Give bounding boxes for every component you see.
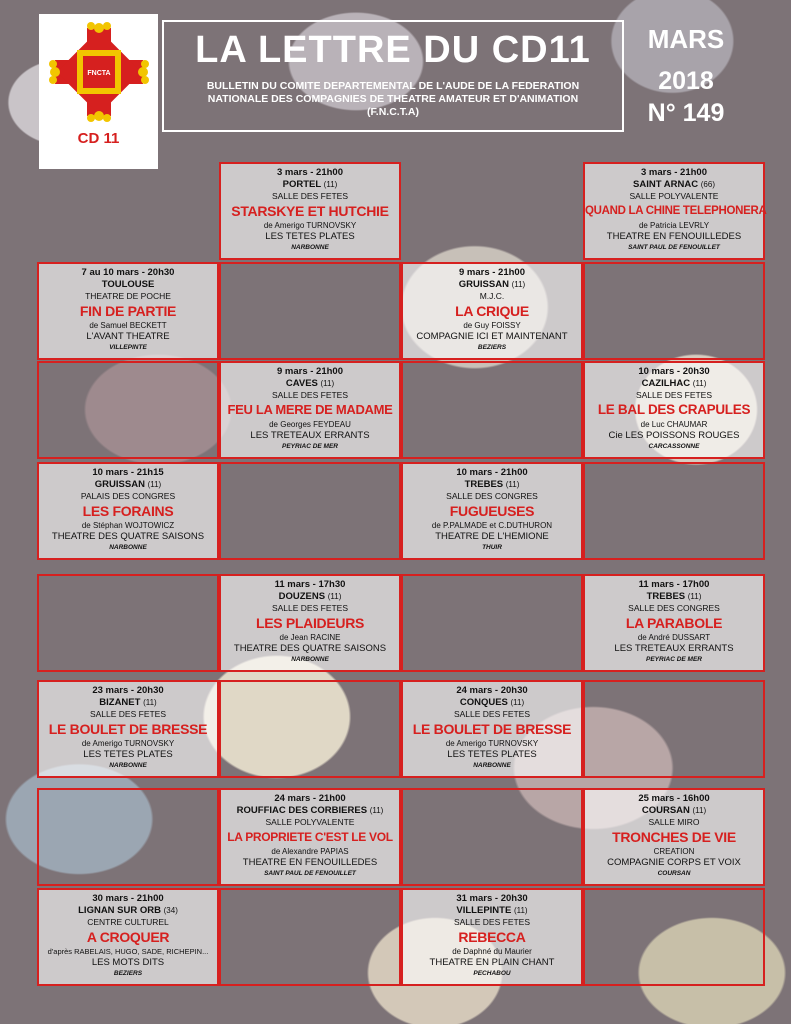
event-company: THEATRE EN FENOUILLEDES (242, 857, 378, 868)
event-origin: NARBONNE (109, 544, 147, 551)
event-author: de Luc CHAUMAR (640, 420, 708, 429)
event-venue: SALLE DES FETES (453, 709, 531, 719)
event-date: 9 mars - 21h00 (458, 267, 525, 278)
event-venue: SALLE DES FETES (89, 709, 167, 719)
event-author: de Georges FEYDEAU (269, 420, 351, 429)
subtitle-line-2: NATIONALE DES COMPAGNIES DE THEATRE AMATEUR ET D'ANIMATION (207, 93, 579, 105)
event-town: ROUFFIAC DES CORBIERES (11) (236, 805, 384, 816)
event-card (37, 262, 219, 360)
event-play-title: STARSKYE ET HUTCHIE (231, 203, 389, 219)
logo-ring-text: FNCTA (86, 70, 111, 77)
event-card (583, 788, 765, 886)
event-town: COURSAN (11) (641, 805, 707, 816)
grid-empty-cell (401, 574, 583, 672)
event-author: de Jean RACINE (279, 633, 341, 642)
event-venue: SALLE DES FETES (271, 390, 349, 400)
grid-empty-cell (583, 262, 765, 360)
event-venue: SALLE DES CONGRES (446, 491, 538, 501)
event-company: LES TRETEAUX ERRANTS (614, 643, 734, 654)
event-venue: SALLE DES FETES (271, 603, 349, 613)
event-town: CAVES (11) (285, 378, 335, 389)
event-card (583, 574, 765, 672)
event-venue: SALLE POLYVALENTE (265, 817, 355, 827)
event-origin: NARBONNE (291, 656, 329, 663)
grid-empty-cell (37, 361, 219, 459)
title-box (162, 20, 624, 132)
event-venue: M.J.C. (479, 291, 505, 301)
event-play-title: REBECCA (458, 929, 526, 945)
subtitle-line-3: (F.N.C.T.A) (367, 106, 419, 118)
event-play-title: LES FORAINS (82, 503, 174, 519)
event-play-title: A CROQUER (86, 929, 170, 945)
event-author: de Guy FOISSY (463, 321, 521, 330)
event-origin: BEZIERS (477, 344, 507, 351)
event-company: L'AVANT THEATRE (86, 331, 170, 342)
event-origin: CARCASSONNE (648, 443, 700, 450)
event-origin: COURSAN (657, 870, 691, 877)
event-venue: SALLE DES CONGRES (628, 603, 720, 613)
event-town: CONQUES (11) (459, 697, 525, 708)
event-date: 25 mars - 16h00 (638, 793, 710, 804)
event-play-title: LA CRIQUE (455, 303, 529, 319)
event-author: de Stéphan WOJTOWICZ (81, 521, 175, 530)
issue-month: MARS (647, 24, 725, 54)
grid-empty-cell (219, 462, 401, 560)
event-date: 31 mars - 20h30 (456, 893, 528, 904)
event-card (401, 680, 583, 778)
event-play-title: FUGUEUSES (449, 503, 535, 519)
event-play-title: LA PARABOLE (625, 615, 723, 631)
event-origin: VILLEPINTE (109, 344, 147, 351)
subtitle-line-1: BULLETIN DU COMITE DEPARTEMENTAL DE L'AUDE DE LA FEDERATION (206, 80, 580, 92)
event-author: de P.PALMADE et C.DUTHURON (431, 521, 553, 530)
event-company: LES TRETEAUX ERRANTS (250, 430, 370, 441)
event-author: de Amerigo TURNOVSKY (445, 739, 539, 748)
event-author: de Alexandre PAPIAS (271, 847, 349, 856)
grid-empty-cell (583, 888, 765, 986)
event-origin: BEZIERS (113, 970, 143, 977)
event-town: GRUISSAN (11) (94, 479, 162, 490)
cross-of-toulouse-logo (47, 20, 151, 124)
event-play-title: LE BOULET DE BRESSE (48, 721, 208, 737)
event-town: TREBES (11) (646, 591, 702, 602)
event-company: THEATRE DES QUATRE SAISONS (233, 643, 387, 654)
event-venue: SALLE POLYVALENTE (629, 191, 719, 201)
event-card (37, 462, 219, 560)
event-card (401, 462, 583, 560)
event-card (219, 574, 401, 672)
event-date: 24 mars - 21h00 (274, 793, 346, 804)
event-author: CREATION (653, 847, 695, 856)
event-date: 30 mars - 21h00 (92, 893, 164, 904)
event-origin: THUIR (482, 544, 502, 551)
event-town: TOULOUSE (101, 279, 155, 290)
event-date: 9 mars - 21h00 (276, 366, 343, 377)
grid-empty-cell (583, 462, 765, 560)
event-town: TREBES (11) (464, 479, 520, 490)
event-card (219, 162, 401, 260)
event-card (37, 680, 219, 778)
event-company: COMPAGNIE CORPS ET VOIX (607, 857, 741, 868)
event-date: 11 mars - 17h00 (638, 579, 710, 590)
event-company: LES MOTS DITS (91, 957, 165, 968)
event-card (583, 361, 765, 459)
event-town: BIZANET (11) (99, 697, 157, 708)
event-card (219, 361, 401, 459)
event-date: 23 mars - 20h30 (92, 685, 164, 696)
event-company: COMPAGNIE ICI ET MAINTENANT (416, 331, 568, 342)
event-venue: SALLE DES FETES (271, 191, 349, 201)
edition-block (632, 24, 740, 128)
event-company: LES TETES PLATES (447, 749, 537, 760)
event-play-title: QUAND LA CHINE TELEPHONERA (585, 205, 767, 217)
event-venue: CENTRE CULTUREL (87, 917, 169, 927)
event-play-title: FEU LA MERE DE MADAME (227, 402, 393, 417)
event-play-title: LA PROPRIETE C'EST LE VOL (227, 830, 393, 844)
event-town: LIGNAN SUR ORB (34) (78, 905, 178, 916)
event-company: Cie LES POISSONS ROUGES (608, 430, 740, 441)
event-origin: NARBONNE (473, 762, 511, 769)
issue-year: 2018 (658, 67, 714, 95)
grid-empty-cell (401, 361, 583, 459)
event-play-title: LES PLAIDEURS (255, 615, 365, 631)
event-card (401, 888, 583, 986)
event-author: de Amerigo TURNOVSKY (263, 221, 357, 230)
event-play-title: LE BAL DES CRAPULES (597, 402, 751, 417)
event-company: LES TETES PLATES (83, 749, 173, 760)
event-origin: SAINT PAUL DE FENOUILLET (628, 244, 720, 251)
event-author: de Amerigo TURNOVSKY (81, 739, 175, 748)
event-date: 10 mars - 21h00 (456, 467, 528, 478)
event-venue: SALLE DES FETES (453, 917, 531, 927)
event-origin: PEYRIAC DE MER (282, 443, 338, 450)
event-company: THEATRE DES QUATRE SAISONS (51, 531, 205, 542)
event-date: 7 au 10 mars - 20h30 (81, 267, 175, 278)
issue-number: N° 149 (647, 99, 725, 127)
event-origin: NARBONNE (291, 244, 329, 251)
grid-empty-cell (219, 680, 401, 778)
event-date: 10 mars - 20h30 (638, 366, 710, 377)
event-company: LES TETES PLATES (265, 231, 355, 242)
event-origin: NARBONNE (109, 762, 147, 769)
event-date: 10 mars - 21h15 (92, 467, 164, 478)
grid-empty-cell (219, 888, 401, 986)
event-origin: PECHABOU (473, 970, 511, 977)
event-company: THEATRE DE L'HEMIONE (435, 531, 549, 542)
page-title: LA LETTRE DU CD11 (195, 29, 591, 71)
logo-block (39, 14, 158, 169)
grid-empty-cell (37, 788, 219, 886)
logo-caption: CD 11 (77, 130, 120, 147)
event-date: 11 mars - 17h30 (274, 579, 346, 590)
event-date: 3 mars - 21h00 (640, 167, 707, 178)
event-town: PORTEL (11) (282, 179, 338, 190)
event-author: de Daphné du Maurier (452, 947, 532, 956)
event-town: SAINT ARNAC (66) (633, 179, 715, 190)
event-author: de André DUSSART (637, 633, 711, 642)
event-town: DOUZENS (11) (278, 591, 342, 602)
event-venue: THEATRE DE POCHE (85, 291, 171, 301)
event-date: 24 mars - 20h30 (456, 685, 528, 696)
event-card (37, 888, 219, 986)
event-play-title: FIN DE PARTIE (79, 303, 177, 319)
event-origin: PEYRIAC DE MER (646, 656, 702, 663)
event-play-title: TRONCHES DE VIE (612, 829, 736, 845)
event-origin: SAINT PAUL DE FENOUILLET (264, 870, 356, 877)
grid-empty-cell (37, 574, 219, 672)
event-play-title: LE BOULET DE BRESSE (412, 721, 572, 737)
grid-empty-cell (219, 262, 401, 360)
event-company: THEATRE EN PLAIN CHANT (429, 957, 555, 968)
event-town: CAZILHAC (11) (641, 378, 707, 389)
event-company: THEATRE EN FENOUILLEDES (606, 231, 742, 242)
event-card (401, 262, 583, 360)
event-author: de Patricia LEVRLY (638, 221, 710, 230)
event-date: 3 mars - 21h00 (276, 167, 343, 178)
event-town: GRUISSAN (11) (458, 279, 526, 290)
event-venue: SALLE DES FETES (635, 390, 713, 400)
grid-empty-cell (583, 680, 765, 778)
event-town: VILLEPINTE (11) (456, 905, 528, 916)
event-author: de Samuel BECKETT (89, 321, 167, 330)
event-card (583, 162, 765, 260)
grid-empty-cell (401, 788, 583, 886)
event-venue: SALLE MIRO (648, 817, 700, 827)
event-author: d'après RABELAIS, HUGO, SADE, RICHEPIN... (47, 947, 209, 956)
event-card (219, 788, 401, 886)
event-venue: PALAIS DES CONGRES (80, 491, 176, 501)
